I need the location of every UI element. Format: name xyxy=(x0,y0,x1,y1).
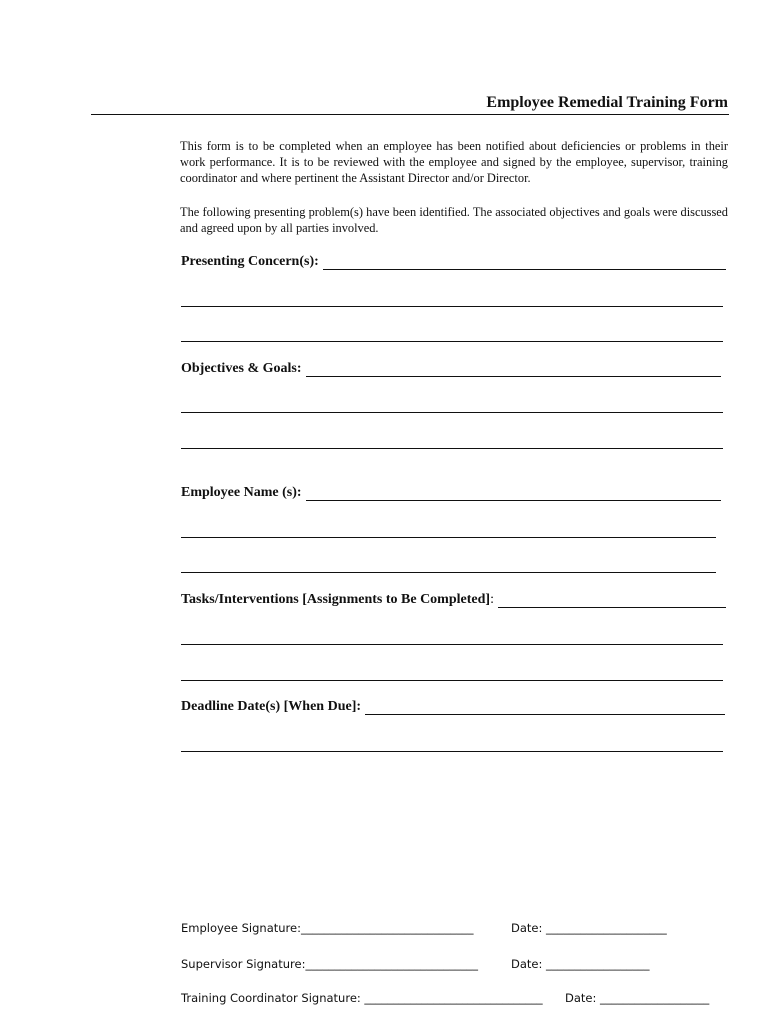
objectives-goals-label: Objectives & Goals: xyxy=(181,361,306,377)
tasks-interventions-line-3[interactable] xyxy=(181,680,723,681)
objectives-goals-line-3[interactable] xyxy=(181,448,723,449)
tasks-interventions-colon: : xyxy=(490,592,494,607)
tasks-interventions-label xyxy=(181,592,498,608)
deadline-dates-line-2[interactable] xyxy=(181,751,723,752)
form-title: Employee Remedial Training Form xyxy=(486,94,728,111)
training-coordinator-signature-field[interactable]: Training Coordinator Signature: _______________________________ xyxy=(181,991,543,1005)
presenting-concerns-line-3[interactable] xyxy=(181,341,723,342)
problems-paragraph: The following presenting problem(s) have been identified. The associated objectives and goals were discussed and agreed upon by all parties involved. xyxy=(180,205,728,235)
deadline-dates-label: Deadline Date(s) [When Due]: xyxy=(181,699,365,715)
presenting-concerns-label: Presenting Concern(s): xyxy=(181,254,323,270)
employee-names-line-2[interactable] xyxy=(181,537,716,538)
employee-names-label: Employee Name (s): xyxy=(181,485,306,501)
supervisor-signature-field[interactable]: Supervisor Signature:______________________________ xyxy=(181,957,478,971)
employee-signature-field[interactable]: Employee Signature:______________________________ xyxy=(181,921,474,935)
title-divider xyxy=(91,114,729,115)
supervisor-date-field[interactable]: Date: __________________ xyxy=(511,957,650,971)
presenting-concerns-line-2[interactable] xyxy=(181,306,723,307)
training-coordinator-date-field[interactable]: Date: ___________________ xyxy=(565,991,710,1005)
employee-names-line-3[interactable] xyxy=(181,572,716,573)
employee-date-field[interactable]: Date: _____________________ xyxy=(511,921,667,935)
tasks-interventions-line-2[interactable] xyxy=(181,644,723,645)
tasks-interventions-text: Tasks/Interventions [Assignments to Be Completed] xyxy=(181,592,491,607)
intro-paragraph: This form is to be completed when an employee has been notified about deficiencies or problems in their work performance. It is to be reviewed with the employee and signed by the employee, supervisor, training coordinator and where pertinent the Assistant Director and/or Director. xyxy=(180,139,728,185)
objectives-goals-line-2[interactable] xyxy=(181,412,723,413)
